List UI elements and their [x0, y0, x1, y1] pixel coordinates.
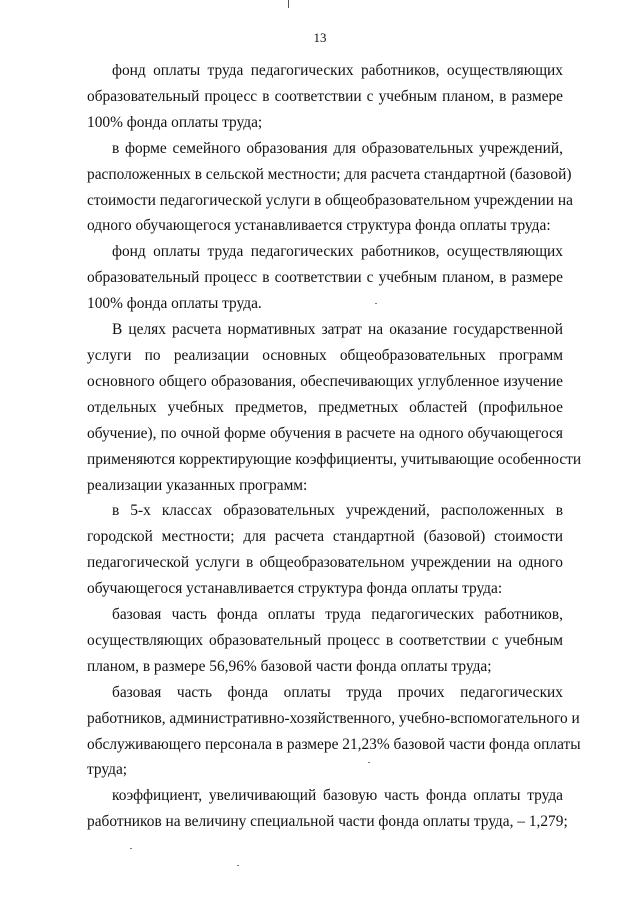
text-line: труда; [87, 761, 128, 779]
scan-speck [237, 865, 239, 866]
text-line: педагогической услуги в общеобразовательном учреждении на одного [87, 554, 563, 572]
text-line: одного обучающегося устанавливается структура фонда оплаты труда: [87, 217, 551, 235]
text-line: в 5-х классах образовательных учреждений, расположенных в [112, 502, 563, 520]
text-line: расположенных в сельской местности; для расчета стандартной (базовой) [87, 165, 572, 183]
paragraph [87, 783, 568, 835]
paragraph [87, 136, 573, 240]
text-line: применяются корректирующие коэффициенты, учитывающие особенности [87, 450, 582, 468]
text-line: обучающегося устанавливается структура фонда оплаты труда: [87, 580, 503, 598]
paragraph [87, 498, 563, 602]
text-line: В целях расчета нормативных затрат на оказание государственной [112, 321, 563, 339]
text-line: основного общего образования, обеспечивающих углубленное изучение [87, 372, 563, 390]
page-number: 13 [313, 30, 327, 45]
scan-speck [130, 848, 132, 849]
scan-speck [368, 762, 370, 763]
scan-speck [375, 303, 377, 304]
text-line: отдельных учебных предметов, предметных областей (профильное [87, 398, 563, 416]
paragraph [87, 58, 563, 136]
text-line: фонд оплаты труда педагогических работников, осуществляющих [112, 243, 563, 261]
paragraph [87, 680, 581, 784]
text-line: стоимости педагогической услуги в общеобразовательном учреждении на [87, 191, 573, 209]
text-line: 100% фонда оплаты труда. [87, 295, 262, 313]
text-line: обучение), по очной форме обучения в расчете на одного обучающегося [87, 424, 563, 442]
text-line: фонд оплаты труда педагогических работников, осуществляющих [112, 62, 563, 79]
text-line: в форме семейного образования для образовательных учреждений, [112, 139, 563, 157]
paragraph [87, 602, 563, 680]
text-line: работников, административно-хозяйственного, учебно-вспомогательного и [87, 709, 580, 727]
paragraph [87, 317, 582, 498]
scan-mark [288, 0, 289, 8]
text-line: базовая часть фонда оплаты труда прочих педагогических [112, 683, 563, 701]
text-line: реализации указанных программ: [87, 476, 308, 494]
text-line: городской местности; для расчета стандартной (базовой) стоимости [87, 528, 563, 546]
text-line: услуги по реализации основных общеобразовательных программ [87, 346, 563, 364]
text-line: образовательный процесс в соответствии с учебным планом, в размере [87, 87, 563, 105]
paragraph [87, 239, 563, 317]
text-line: образовательный процесс в соответствии с учебным планом, в размере [87, 269, 563, 287]
text-line: коэффициент, увеличивающий базовую часть фонда оплаты труда [112, 787, 563, 805]
text-line: работников на величину специальной части фонда оплаты труда, – 1,279; [87, 813, 568, 831]
text-line: 100% фонда оплаты труда; [87, 113, 263, 131]
text-line: осуществляющих образовательный процесс в соответствии с учебным [87, 631, 563, 649]
text-line: базовая часть фонда оплаты труда педагогических работников, [112, 606, 563, 624]
text-line: планом, в размере 56,96% базовой части фонда оплаты труда; [87, 657, 492, 675]
document-body [87, 58, 582, 835]
text-line: обслуживающего персонала в размере 21,23% базовой части фонда оплаты [87, 735, 581, 753]
